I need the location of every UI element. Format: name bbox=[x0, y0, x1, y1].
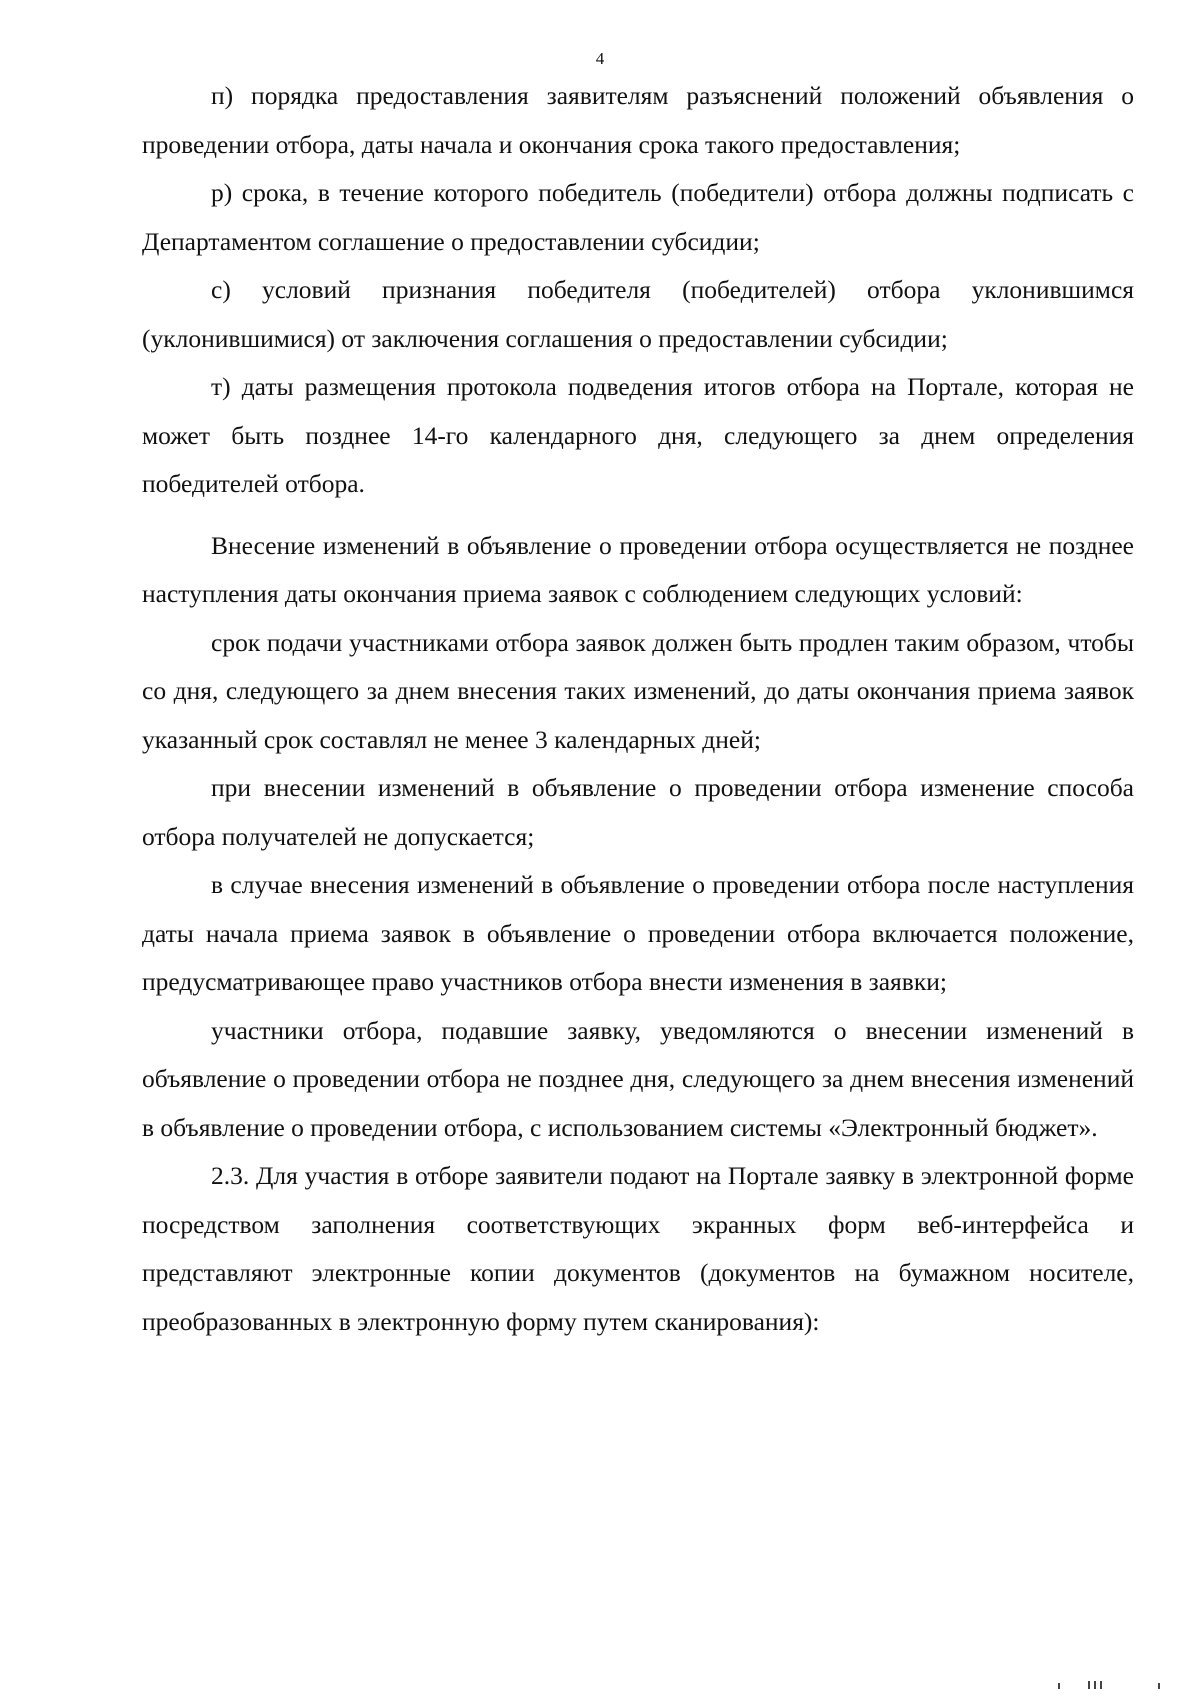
paragraph-amendment-condition-deadline: срок подачи участниками отбора заявок должен быть продлен таким образом, чтобы со дня, следующего за днем внесения таких изменений, до даты окончания приема заявок указанный срок составлял не менее 3 календарных дней; bbox=[142, 627, 1134, 754]
page-number: 4 bbox=[595, 49, 605, 68]
paragraph-item-p: п) порядка предоставления заявителям разъяснений положений объявления о проведении отбора, даты начала и окончания срока такого предоставления; bbox=[142, 81, 1134, 159]
paragraph-amendment-condition-method: при внесении изменений в объявление о проведении отбора изменение способа отбора получателей не допускается; bbox=[142, 773, 1134, 851]
paragraph-item-s: с) условий признания победителя (победителей) отбора уклонившимся (уклонившимися) от заключения соглашения о предоставлении субсидии; bbox=[142, 275, 1134, 353]
scan-artifact-marks bbox=[1058, 1681, 1168, 1689]
paragraph-item-t: т) даты размещения протокола подведения итогов отбора на Портале, которая не может быть позднее 14-го календарного дня, следующего за днем определения победителей отбора. bbox=[142, 372, 1134, 498]
paragraph-amendment-condition-notice: участники отбора, подавшие заявку, уведомляются о внесении изменений в объявление о проведении отбора не позднее дня, следующего за днем внесения изменений в объявление о проведении отбора, с использованием системы «Электронный бюджет». bbox=[142, 1015, 1134, 1142]
paragraph-item-r: р) срока, в течение которого победитель (победители) отбора должны подписать с Департаментом соглашение о предоставлении субсидии; bbox=[142, 178, 1134, 256]
paragraph-amendments-intro: Внесение изменений в объявление о проведении отбора осуществляется не позднее наступления даты окончания приема заявок с соблюдением следующих условий: bbox=[142, 530, 1134, 608]
document-body bbox=[142, 72, 1134, 1346]
paragraph-amendment-condition-rights: в случае внесения изменений в объявление о проведении отбора после наступления даты начала приема заявок в объявление о проведении отбора включается положение, предусматривающее право участников отбора внести изменения в заявки; bbox=[142, 870, 1134, 996]
paragraph-section-2-3: 2.3. Для участия в отборе заявители подают на Портале заявку в электронной форме посредством заполнения соответствующих экранных форм веб-интерфейса и представляют электронные копии документов (документов на бумажном носителе, преобразованных в электронную форму путем сканирования): bbox=[142, 1161, 1134, 1336]
